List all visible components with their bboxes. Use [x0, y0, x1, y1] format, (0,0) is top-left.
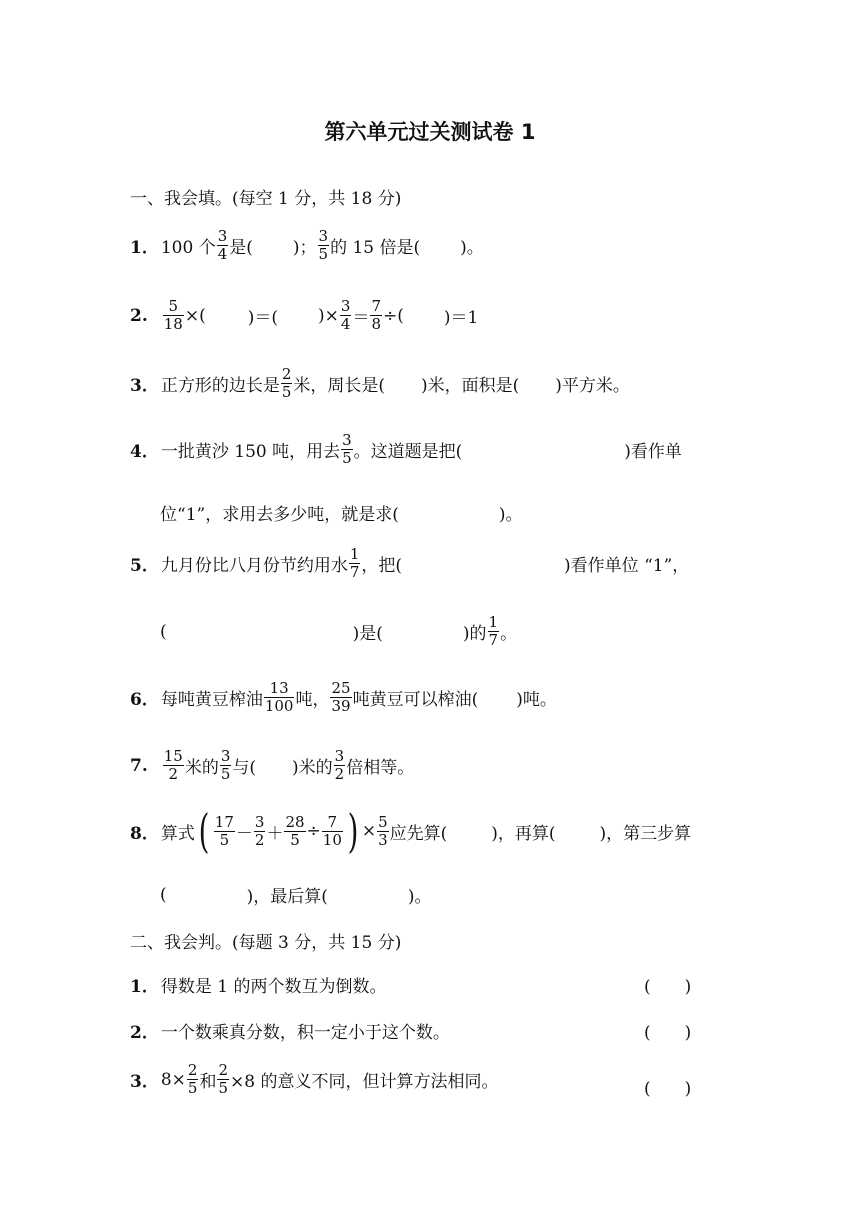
- section2-heading-text: 二、我会判。(每题 3 分，共 15 分): [130, 933, 402, 953]
- fraction: [281, 366, 293, 401]
- fraction: [318, 228, 330, 263]
- judge-answer-box-1[interactable]: ( ): [644, 977, 692, 997]
- fraction: [217, 1062, 229, 1097]
- q-text: 8×: [160, 1069, 186, 1090]
- fraction: [377, 814, 389, 849]
- q-text: ，把(: [361, 556, 403, 576]
- q-text: 吨黄豆可以榨油(: [352, 690, 479, 710]
- q-text: )米的: [292, 758, 333, 778]
- question-1-3: [130, 366, 630, 401]
- fraction: [187, 1062, 199, 1097]
- denominator: 4: [340, 315, 351, 333]
- operator: ×: [361, 821, 377, 841]
- denominator: 7: [349, 563, 360, 581]
- numerator: 3: [340, 297, 351, 315]
- question-1-1: [130, 228, 484, 263]
- fraction: [254, 814, 266, 849]
- q-text: 得数是 1 的两个数互为倒数。: [160, 977, 387, 997]
- q-text: )米，面积是(: [421, 376, 520, 396]
- denominator: 3: [378, 830, 388, 849]
- q-text: 是(: [229, 238, 253, 258]
- denominator: 2: [168, 765, 179, 783]
- denominator: 10: [322, 830, 342, 849]
- section1-heading-text: 一、我会填。(每空 1 分，共 18 分): [130, 189, 402, 209]
- q-text: )看作单: [624, 442, 682, 462]
- q-text: )。: [498, 505, 523, 525]
- fraction: [217, 228, 229, 263]
- q-text: ×8 的意义不同，但计算方法相同。: [230, 1072, 499, 1092]
- judge-answer-box-3[interactable]: ( ): [644, 1079, 692, 1099]
- q-text: )平方米。: [555, 376, 630, 396]
- question-1-7: [130, 748, 414, 783]
- q-text: )。: [407, 887, 432, 907]
- question-1-4-line2: [160, 500, 522, 525]
- q-text: 算式: [160, 823, 195, 844]
- denominator: 5: [342, 449, 352, 467]
- q-number: 7.: [130, 755, 148, 776]
- numerator: 2: [281, 365, 292, 383]
- numerator: 2: [218, 1061, 228, 1079]
- judge-question-3: [130, 1062, 498, 1097]
- numerator: 3: [318, 227, 329, 245]
- right-parenthesis: ): [347, 804, 359, 858]
- numerator: 5: [168, 297, 179, 315]
- q-number: 3．: [130, 376, 159, 396]
- q-number: 5．: [130, 556, 159, 576]
- numerator: 7: [371, 297, 381, 315]
- denominator: 2: [334, 765, 345, 783]
- q-text: 九月份比八月份节约用水: [160, 556, 348, 576]
- numerator: 5: [378, 812, 388, 831]
- question-1-8: [130, 804, 692, 858]
- page-title: 第六单元过关测试卷 1: [324, 120, 536, 144]
- q-number: 1．: [130, 977, 159, 997]
- q-text: 米，周长是(: [293, 376, 386, 396]
- q-text: )＝1: [443, 308, 479, 328]
- denominator: 7: [488, 631, 499, 649]
- judge-answer-box-2[interactable]: ( ): [644, 1023, 692, 1043]
- q-text: )，最后算(: [246, 887, 328, 907]
- fraction: [341, 432, 353, 467]
- numerator: 15: [163, 747, 183, 765]
- numerator: 13: [269, 679, 289, 697]
- fraction: [340, 298, 352, 333]
- operator: ＋: [266, 823, 284, 844]
- q-text: 吨，: [295, 690, 330, 710]
- question-1-5-line2: [160, 614, 517, 649]
- numerator: 3: [334, 747, 345, 765]
- denominator: 5: [187, 1079, 198, 1097]
- judge-question-2: [130, 1018, 450, 1043]
- numerator: 3: [342, 431, 352, 449]
- q-text: (: [160, 621, 167, 642]
- q-number: 2．: [130, 1023, 159, 1043]
- q-text: 应先算(: [389, 823, 448, 844]
- section2-heading: [130, 928, 401, 953]
- fraction: [488, 614, 500, 649]
- numerator: 3: [217, 227, 228, 245]
- q-text: 米的: [184, 758, 219, 778]
- q-text: 每吨黄豆榨油: [160, 690, 263, 710]
- q-text: )，第三步算: [599, 823, 692, 844]
- q-number: 6．: [130, 690, 159, 710]
- q-number: 4．: [130, 442, 159, 462]
- denominator: 4: [217, 245, 228, 263]
- q-text: ÷(: [382, 305, 404, 326]
- numerator: 17: [214, 812, 234, 831]
- q-number: 3．: [130, 1072, 159, 1092]
- q-text: )看作单位 “1”，: [564, 556, 690, 576]
- q-text: )×: [318, 305, 339, 326]
- denominator: 8: [371, 315, 381, 333]
- q-number: 2.: [130, 305, 148, 326]
- operator: ÷: [306, 821, 321, 841]
- fraction: [334, 748, 346, 783]
- denominator: 2: [254, 830, 265, 849]
- q-text: )。: [460, 238, 484, 258]
- q-text: ×(: [184, 305, 206, 326]
- q-text: 100 个: [160, 238, 216, 258]
- q-text: 的 15 倍是(: [330, 238, 421, 258]
- question-1-6: [130, 680, 557, 715]
- fraction: [370, 298, 382, 333]
- q-text: 一个数乘真分数，积一定小于这个数。: [160, 1023, 450, 1043]
- question-1-4: [130, 432, 682, 467]
- q-text: )；: [292, 238, 317, 258]
- denominator: 5: [281, 383, 292, 401]
- q-text: 倍相等。: [346, 758, 415, 778]
- left-parenthesis: (: [198, 804, 210, 858]
- fraction: [264, 680, 295, 715]
- numerator: 2: [187, 1061, 198, 1079]
- denominator: 5: [220, 765, 231, 783]
- fraction: [322, 814, 343, 849]
- denominator: 39: [331, 697, 351, 715]
- q-number: 1．: [130, 238, 159, 258]
- judge-question-1: [130, 972, 386, 997]
- fraction: [163, 298, 184, 333]
- question-1-5: [130, 546, 689, 581]
- q-number: 8．: [130, 823, 159, 844]
- q-text: 和: [199, 1072, 217, 1092]
- numerator: 3: [220, 747, 231, 765]
- numerator: 1: [349, 545, 360, 563]
- question-1-2: [130, 298, 478, 333]
- numerator: 3: [254, 812, 265, 831]
- fraction: [330, 680, 351, 715]
- fraction: [163, 748, 184, 783]
- q-text: )吨。: [516, 690, 557, 710]
- denominator: 5: [318, 245, 329, 263]
- denominator: 5: [290, 830, 300, 849]
- numerator: 25: [331, 679, 351, 697]
- operator: －: [235, 823, 253, 844]
- question-1-8-line2: [160, 882, 432, 907]
- section1-heading: [130, 184, 401, 209]
- q-text: 。这道题是把(: [353, 442, 463, 462]
- numerator: 7: [327, 812, 338, 831]
- fraction: [220, 748, 232, 783]
- q-text: )的: [462, 624, 487, 644]
- fraction: [349, 546, 361, 581]
- denominator: 100: [264, 697, 294, 715]
- q-text: )是(: [352, 624, 383, 644]
- fraction: [214, 814, 235, 849]
- denominator: 18: [163, 315, 183, 333]
- numerator: 28: [285, 812, 305, 831]
- q-text: )＝(: [247, 308, 278, 328]
- q-text: )，再算(: [491, 823, 556, 844]
- q-text: 一批黄沙 150 吨，用去: [160, 442, 341, 462]
- q-text: 位“1”，求用去多少吨，就是求(: [160, 505, 399, 525]
- q-text: (: [160, 884, 167, 905]
- q-text: ＝: [352, 308, 370, 328]
- denominator: 5: [218, 1079, 228, 1097]
- numerator: 1: [488, 613, 499, 631]
- denominator: 5: [219, 830, 230, 849]
- fraction: [284, 814, 305, 849]
- q-text: 。: [500, 624, 518, 644]
- q-text: 正方形的边长是: [160, 376, 280, 396]
- q-text: 与(: [232, 758, 257, 778]
